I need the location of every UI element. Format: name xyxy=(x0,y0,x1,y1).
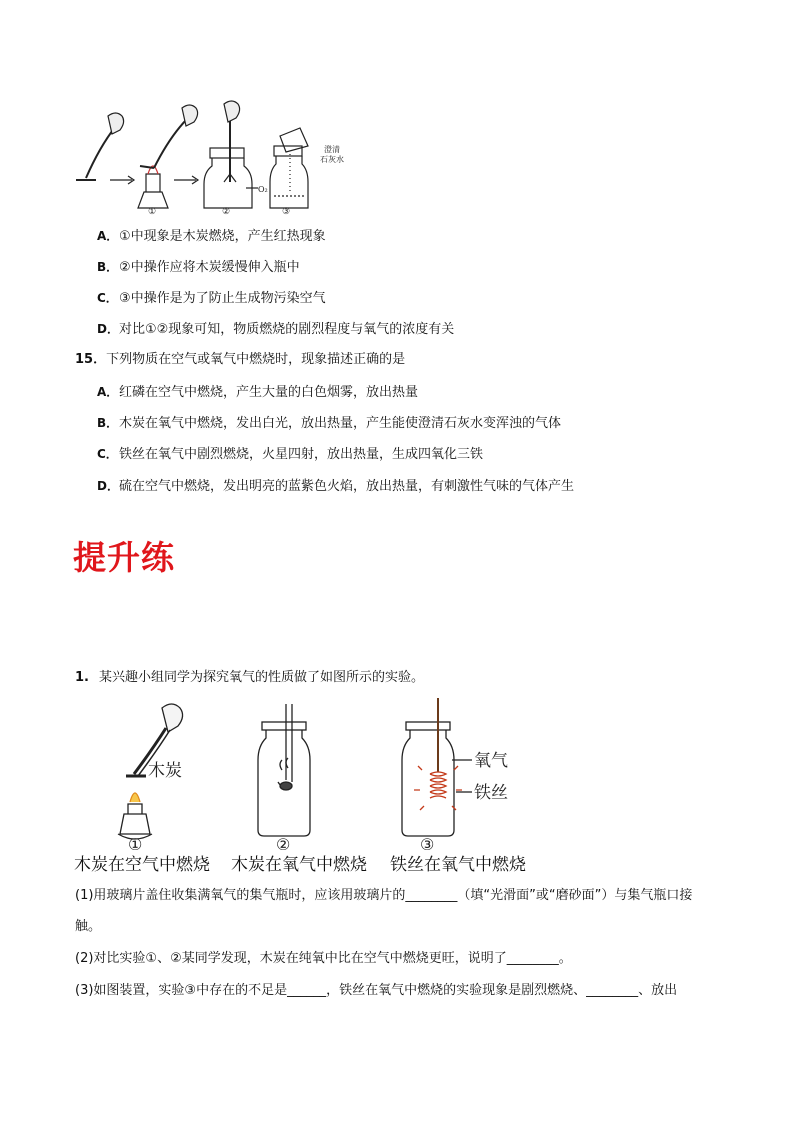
option-key: A． xyxy=(97,229,119,243)
p1-stem xyxy=(75,669,424,687)
question-text: 下列物质在空气或氧气中燃烧时，现象描述正确的是 xyxy=(106,352,406,367)
top-fig-o2-label: O₂ xyxy=(258,185,268,194)
option-key: A． xyxy=(97,385,119,399)
q15-option-c xyxy=(97,445,483,464)
q15-option-a xyxy=(97,383,418,402)
top-fig-limewater-2: 石灰水 xyxy=(320,155,344,164)
iron-wire-label: 铁丝 xyxy=(474,783,508,803)
section-title: 提升练 xyxy=(73,538,175,577)
option-key: C． xyxy=(97,447,118,461)
q15-stem xyxy=(75,351,405,369)
fig-num-2: ② xyxy=(276,835,291,850)
q14-option-c xyxy=(97,289,326,308)
top-fig-label-1: ① xyxy=(148,207,157,217)
q14-option-b xyxy=(97,258,300,277)
caption-1: 木炭在空气中燃烧 xyxy=(74,855,210,875)
caption-2: 木炭在氧气中燃烧 xyxy=(231,855,367,875)
option-text: 硫在空气中燃烧，发出明亮的蓝紫色火焰，放出热量，有刺激性气味的气体产生 xyxy=(119,479,575,494)
q14-option-a xyxy=(97,227,326,246)
caption-3: 铁丝在氧气中燃烧 xyxy=(390,855,526,875)
fig-num-3: ③ xyxy=(420,835,435,850)
top-fig-limewater-1: 澄清 xyxy=(324,145,340,154)
option-key: C． xyxy=(97,291,118,305)
question-number: 15． xyxy=(75,352,107,367)
top-fig-label-3: ③ xyxy=(282,207,291,217)
fig-num-1: ① xyxy=(128,835,143,850)
charcoal-label: 木炭 xyxy=(148,761,182,781)
option-text: 对比①②现象可知，物质燃烧的剧烈程度与氧气的浓度有关 xyxy=(119,322,455,337)
option-key: D． xyxy=(97,479,119,493)
option-key: D． xyxy=(97,322,119,336)
top-fig-label-2: ② xyxy=(222,207,231,217)
option-text: ①中现象是木炭燃烧，产生红热现象 xyxy=(119,229,326,244)
sub-question-2: (2)对比实验①、②某同学发现，木炭在纯氧中比在空气中燃烧更旺，说明了________。 xyxy=(75,951,572,966)
option-key: B． xyxy=(97,260,119,274)
option-text: 铁丝在氧气中剧烈燃烧，火星四射，放出热量，生成四氧化三铁 xyxy=(119,447,484,462)
option-text: ③中操作是为了防止生成物污染空气 xyxy=(119,291,326,306)
p1-experiment-figure xyxy=(100,698,530,850)
option-text: 红磷在空气中燃烧，产生大量的白色烟雾，放出热量 xyxy=(119,385,419,400)
option-key: B． xyxy=(97,416,119,430)
q14-option-d xyxy=(97,320,454,339)
oxygen-label: 氧气 xyxy=(474,751,508,771)
q15-option-b xyxy=(97,414,561,433)
q15-option-d xyxy=(97,477,574,496)
top-experiment-figure xyxy=(70,96,350,218)
question-text: 某兴趣小组同学为探究氧气的性质做了如图所示的实验。 xyxy=(99,670,425,685)
sub-question-3: (3)如图装置，实验③中存在的不足是______，铁丝在氧气中燃烧的实验现象是剧烈燃烧、________、放出 xyxy=(75,983,678,998)
option-text: 木炭在氧气中燃烧，发出白光，放出热量，产生能使澄清石灰水变浑浊的气体 xyxy=(119,416,562,431)
sub-question-1-line-1: (1)用玻璃片盖住收集满氧气的集气瓶时，应该用玻璃片的________（填“光滑面”或“磨砂面”）与集气瓶口接 xyxy=(75,888,693,903)
option-text: ②中操作应将木炭缓慢伸入瓶中 xyxy=(119,260,300,275)
sub-question-1-line-2: 触。 xyxy=(75,919,102,934)
question-number: 1. xyxy=(75,670,89,685)
